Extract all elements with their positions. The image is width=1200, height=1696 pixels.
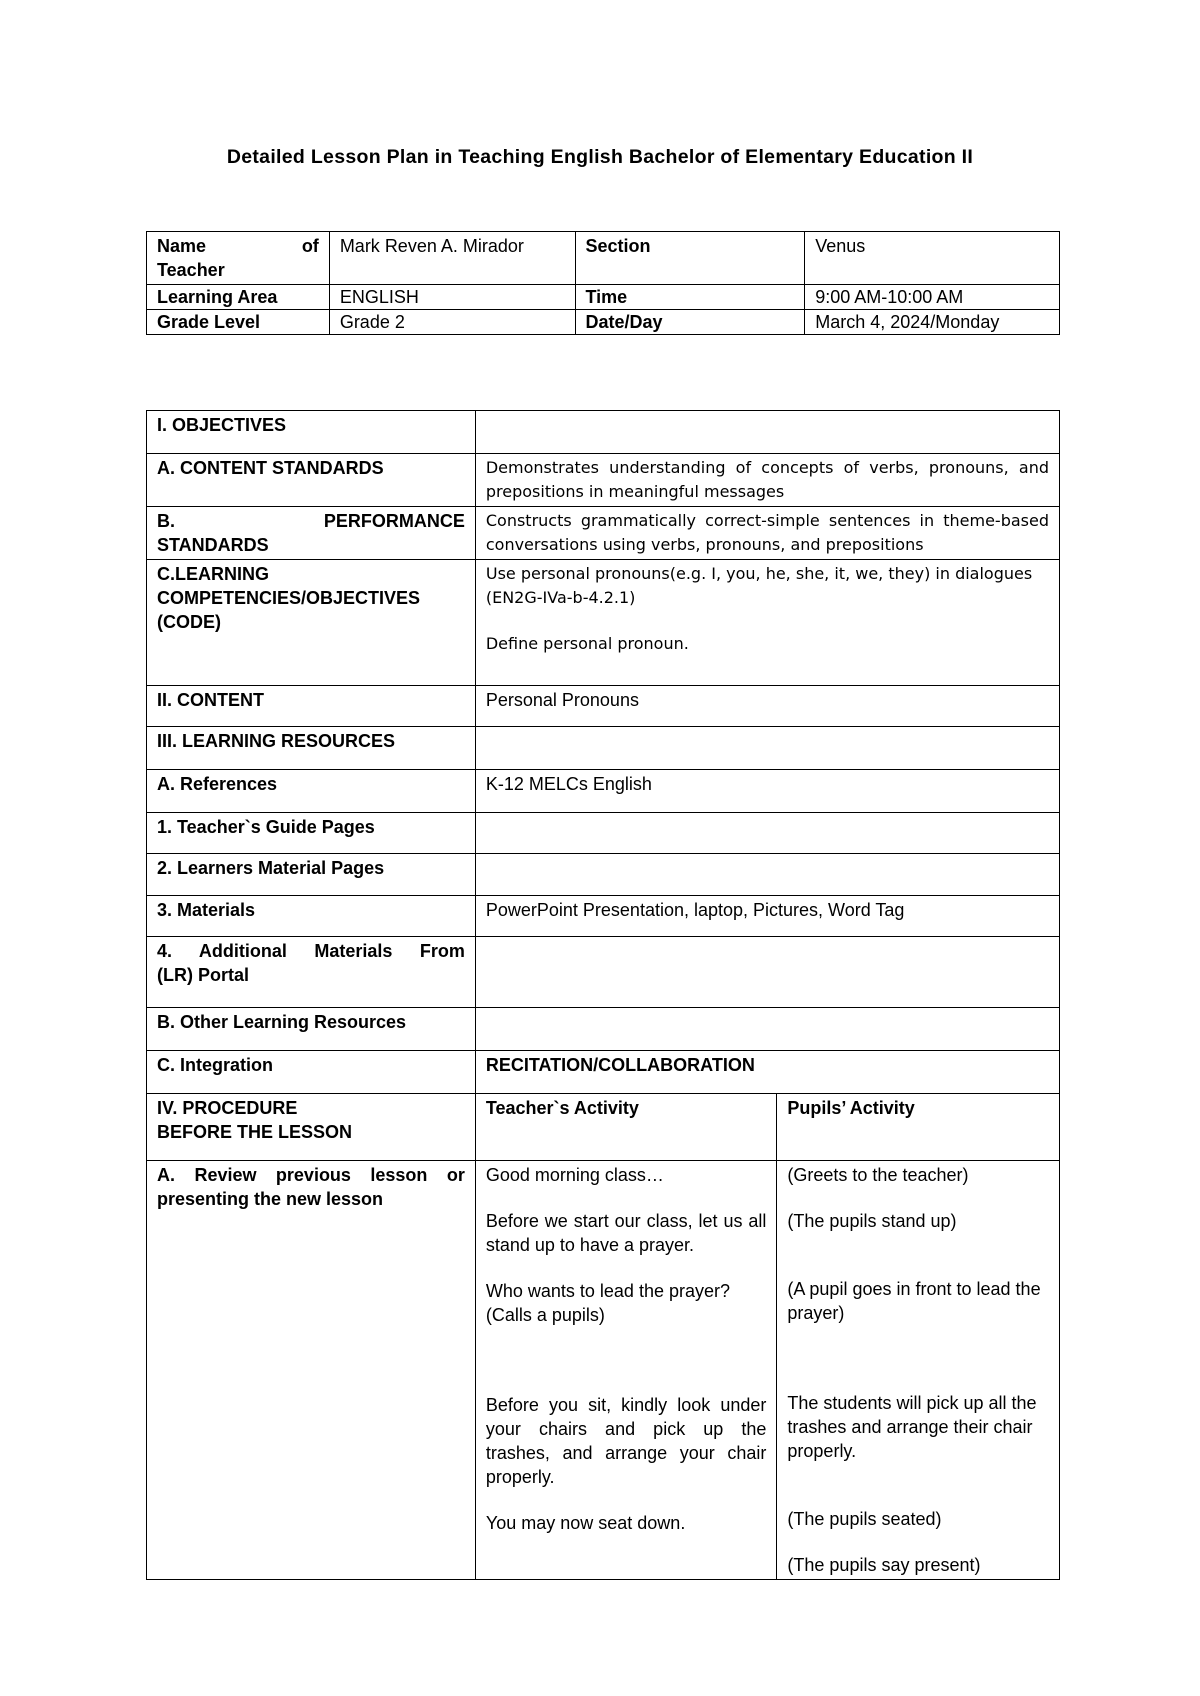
learners-material-label: 2. Learners Material Pages — [147, 854, 476, 896]
pupils-activity-cell — [777, 1161, 1060, 1580]
content-heading: II. CONTENT — [147, 686, 476, 727]
date-label: Date/Day — [575, 310, 805, 335]
additional-materials-line: 4. Additional Materials From — [157, 941, 465, 961]
pupils-activity-header: Pupils’ Activity — [777, 1094, 1060, 1161]
materials-label: 3. Materials — [147, 896, 476, 937]
section-value: Venus — [805, 232, 1060, 285]
grade-level-value: Grade 2 — [329, 310, 575, 335]
procedure-heading-line: IV. PROCEDURE — [157, 1098, 298, 1118]
pupil-line: (The pupils say present) — [787, 1555, 981, 1575]
competencies-label-line: COMPETENCIES/OBJECTIVES — [157, 588, 421, 608]
other-resources-label: B. Other Learning Resources — [147, 1008, 476, 1051]
additional-materials-line: (LR) Portal — [157, 965, 249, 985]
other-resources-empty — [475, 1008, 1059, 1051]
teacher-activity-header: Teacher`s Activity — [475, 1094, 777, 1161]
content-standards-text: Demonstrates understanding of concepts of verbs, pronouns, and prepositions in meaningful messages — [475, 454, 1059, 507]
content-text: Personal Pronouns — [475, 686, 1059, 727]
procedure-heading — [147, 1094, 476, 1161]
pupil-line: The students will pick up all the trashes and arrange their chair properly. — [787, 1393, 1037, 1461]
competencies-label-line: C.LEARNING — [157, 564, 269, 584]
pupil-line: (Greets to the teacher) — [787, 1165, 969, 1185]
name-label-word: Teacher — [157, 260, 225, 280]
page-title: Detailed Lesson Plan in Teaching English Bachelor of Elementary Education II — [226, 146, 974, 168]
integration-text: RECITATION/COLLABORATION — [475, 1051, 1059, 1094]
teacher-line: Before you sit, kindly look under your chairs and pick up the trashes, and arrange your chair properly. — [485, 1395, 767, 1487]
performance-label-part: STANDARDS — [157, 535, 269, 555]
teachers-guide-label: 1. Teacher`s Guide Pages — [147, 813, 476, 854]
performance-standards-text: Constructs grammatically correct-simple sentences in theme-based conversations using verbs, pronouns, and prepositions — [475, 507, 1059, 560]
name-label-word: Name — [157, 236, 207, 256]
competency-item: Use personal pronouns(e.g. I, you, he, she, it, we, they) in dialogues (EN2G-IVa-b-4.2.1) — [485, 564, 1033, 607]
teacher-info-table — [146, 231, 1060, 335]
objectives-empty — [475, 411, 1059, 454]
pupil-line: (A pupil goes in front to lead the prayer) — [787, 1279, 1041, 1323]
performance-standards-label — [147, 507, 476, 560]
teacher-activity-cell — [475, 1161, 777, 1580]
time-label: Time — [575, 285, 805, 310]
name-label-cell — [147, 232, 330, 285]
competencies-label-line: (CODE) — [157, 612, 221, 632]
materials-text: PowerPoint Presentation, laptop, Pictures, Word Tag — [475, 896, 1059, 937]
learning-area-label: Learning Area — [147, 285, 330, 310]
time-value: 9:00 AM-10:00 AM — [805, 285, 1060, 310]
procedure-heading-line: BEFORE THE LESSON — [157, 1122, 353, 1142]
grade-level-label: Grade Level — [147, 310, 330, 335]
teacher-line: (Calls a pupils) — [485, 1305, 605, 1325]
competency-item: Define personal pronoun. — [485, 634, 689, 653]
references-text: K-12 MELCs English — [475, 770, 1059, 813]
learning-area-value: ENGLISH — [329, 285, 575, 310]
learning-resources-empty — [475, 727, 1059, 770]
review-lesson-label: A. Review previous lesson or presenting the new lesson — [147, 1161, 476, 1580]
learners-material-empty — [475, 854, 1059, 896]
teacher-line: Before we start our class, let us all stand up to have a prayer. — [485, 1211, 767, 1255]
pupil-line: (The pupils seated) — [787, 1509, 942, 1529]
additional-materials-empty — [475, 937, 1059, 1008]
competencies-label — [147, 560, 476, 686]
performance-label-part: PERFORMANCE — [323, 511, 465, 531]
section-label: Section — [575, 232, 805, 285]
teacher-line: Good morning class… — [485, 1165, 664, 1185]
additional-materials-label — [147, 937, 476, 1008]
objectives-heading: I. OBJECTIVES — [147, 411, 476, 454]
learning-resources-heading: III. LEARNING RESOURCES — [147, 727, 476, 770]
references-label: A. References — [147, 770, 476, 813]
lesson-plan-table — [146, 410, 1060, 1580]
integration-label: C. Integration — [147, 1051, 476, 1094]
name-label-word: of — [301, 236, 319, 256]
teachers-guide-empty — [475, 813, 1059, 854]
teacher-line: Who wants to lead the prayer? — [485, 1281, 730, 1301]
teacher-name: Mark Reven A. Mirador — [329, 232, 575, 285]
content-standards-label: A. CONTENT STANDARDS — [147, 454, 476, 507]
date-value: March 4, 2024/Monday — [805, 310, 1060, 335]
pupil-line: (The pupils stand up) — [787, 1211, 957, 1231]
performance-label-part: B. — [157, 511, 175, 531]
teacher-line: You may now seat down. — [485, 1513, 686, 1533]
competencies-text — [475, 560, 1059, 686]
